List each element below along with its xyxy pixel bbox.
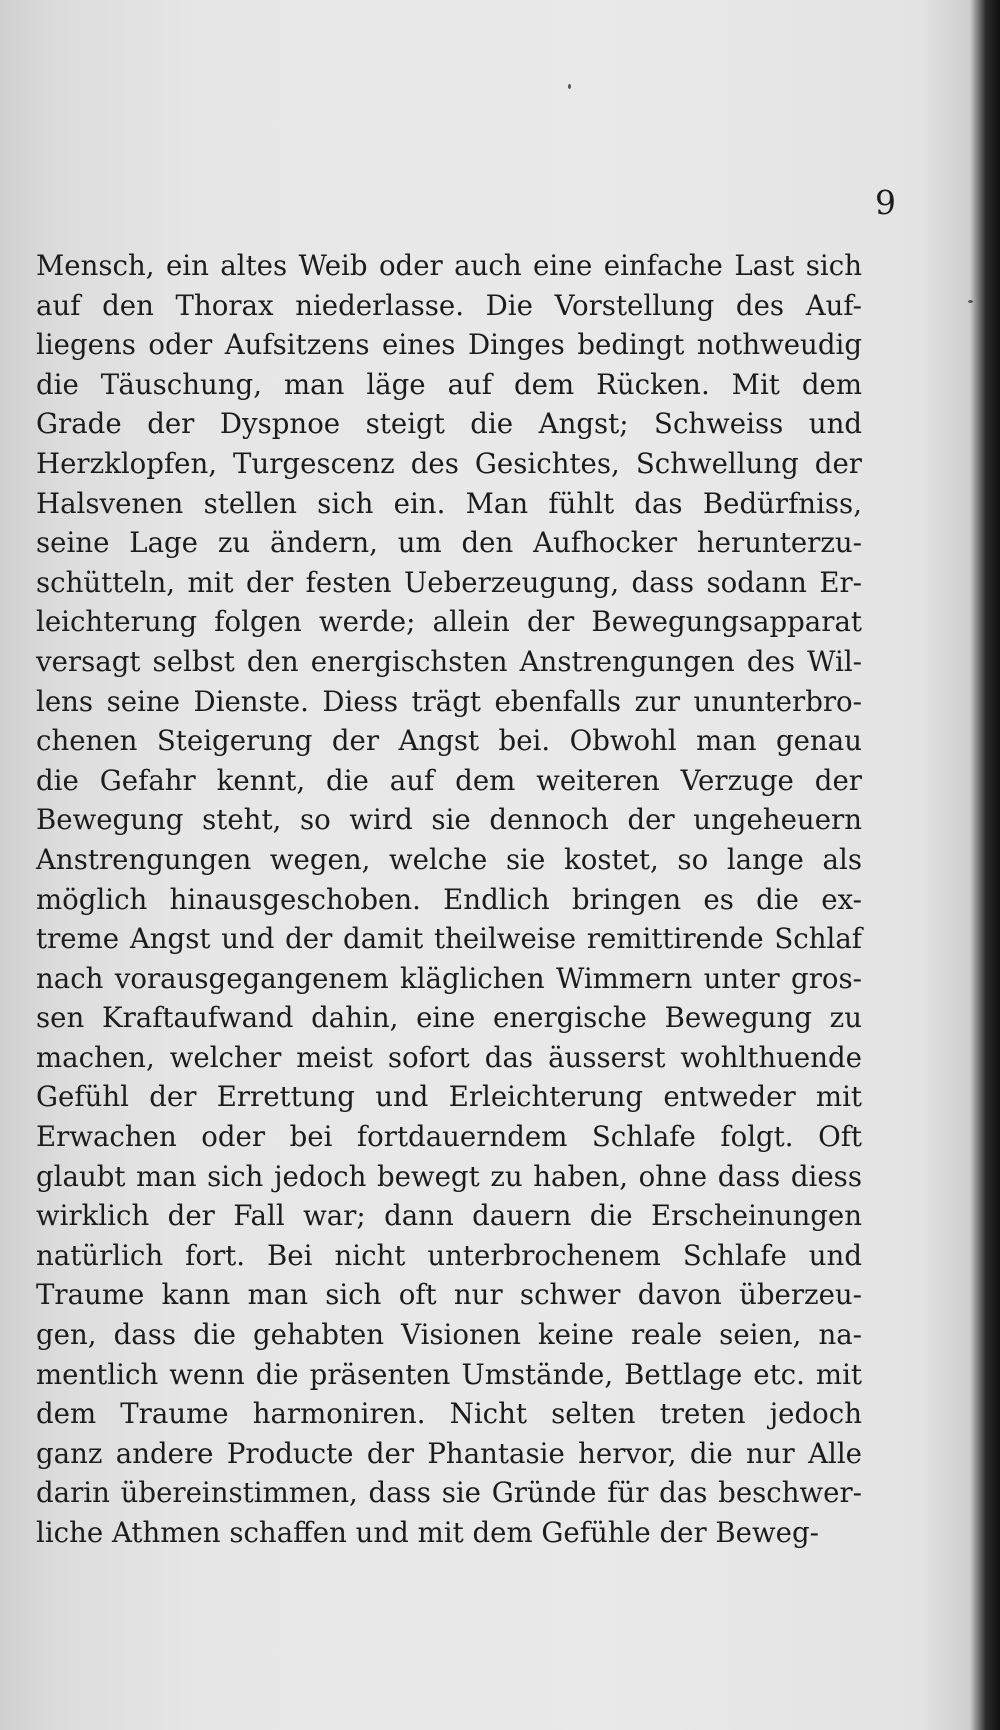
body-text — [36, 246, 862, 1553]
text-line: die Täuschung, man läge auf dem Rücken. Mit dem — [36, 367, 862, 401]
text-line: Mensch, ein altes Weib oder auch eine einfache Last sich — [36, 249, 862, 282]
text-line: seine Lage zu ändern, um den Aufhocker herunterzu- — [36, 526, 862, 560]
text-line: chenen Steigerung der Angst bei. Obwohl man genau — [36, 724, 862, 758]
text-line: lens seine Dienste. Diess trägt ebenfalls zur ununterbro- — [36, 684, 862, 718]
text-line: leichterung folgen werde; allein der Bewegungsapparat — [36, 605, 862, 639]
text-line: ganz andere Producte der Phantasie hervor, die nur Alle — [36, 1436, 862, 1470]
text-line: Grade der Dyspnoe steigt die Angst; Schweiss und — [36, 407, 862, 441]
text-line: machen, welcher meist sofort das äusserst wohlthuende — [36, 1040, 862, 1074]
text-line: liche Athmen schaffen und mit dem Gefühle der Beweg- — [36, 1516, 819, 1549]
text-line: mentlich wenn die präsenten Umstände, Bettlage etc. mit — [36, 1357, 862, 1391]
text-line: versagt selbst den energischsten Anstrengungen des Wil- — [36, 644, 862, 678]
text-line: dem Traume harmoniren. Nicht selten treten jedoch — [36, 1397, 862, 1431]
text-line: gen, dass die gehabten Visionen keine reale seien, na- — [36, 1318, 862, 1352]
text-line: Herzklopfen, Turgescenz des Gesichtes, Schwellung der — [36, 446, 862, 480]
text-line: treme Angst und der damit theilweise remittirende Schlaf — [36, 922, 862, 956]
text-line: Halsvenen stellen sich ein. Man fühlt das Bedürfniss, — [36, 486, 862, 520]
text-line: glaubt man sich jedoch bewegt zu haben, ohne dass diess — [36, 1159, 862, 1193]
text-line: wirklich der Fall war; dann dauern die Erscheinungen — [36, 1199, 862, 1233]
text-line: nach vorausgegangenem kläglichen Wimmern unter gros- — [36, 961, 862, 995]
text-line: darin übereinstimmen, dass sie Gründe für das beschwer- — [36, 1476, 862, 1510]
paper-speck — [568, 84, 571, 89]
text-line: auf den Thorax niederlasse. Die Vorstellung des Auf- — [36, 288, 862, 322]
text-line: schütteln, mit der festen Ueberzeugung, dass sodann Er- — [36, 565, 862, 599]
text-line: Gefühl der Errettung und Erleichterung entweder mit — [36, 1080, 862, 1114]
page-number: 9 — [875, 183, 896, 222]
text-line: möglich hinausgeschoben. Endlich bringen es die ex- — [36, 882, 862, 916]
text-line: natürlich fort. Bei nicht unterbrochenem Schlafe und — [36, 1238, 862, 1272]
text-line: sen Kraftaufwand dahin, eine energische Bewegung zu — [36, 1001, 862, 1035]
text-line: Bewegung steht, so wird sie dennoch der ungeheuern — [36, 803, 862, 837]
text-line: Anstrengungen wegen, welche sie kostet, so lange als — [36, 842, 862, 876]
text-line: die Gefahr kennt, die auf dem weiteren Verzuge der — [36, 763, 862, 797]
paper-speck — [968, 300, 973, 303]
text-line: Erwachen oder bei fortdauerndem Schlafe folgt. Oft — [36, 1120, 862, 1154]
text-line: liegens oder Aufsitzens eines Dinges bedingt nothweudig — [36, 328, 862, 362]
text-line: Traume kann man sich oft nur schwer davon überzeu- — [36, 1278, 862, 1312]
